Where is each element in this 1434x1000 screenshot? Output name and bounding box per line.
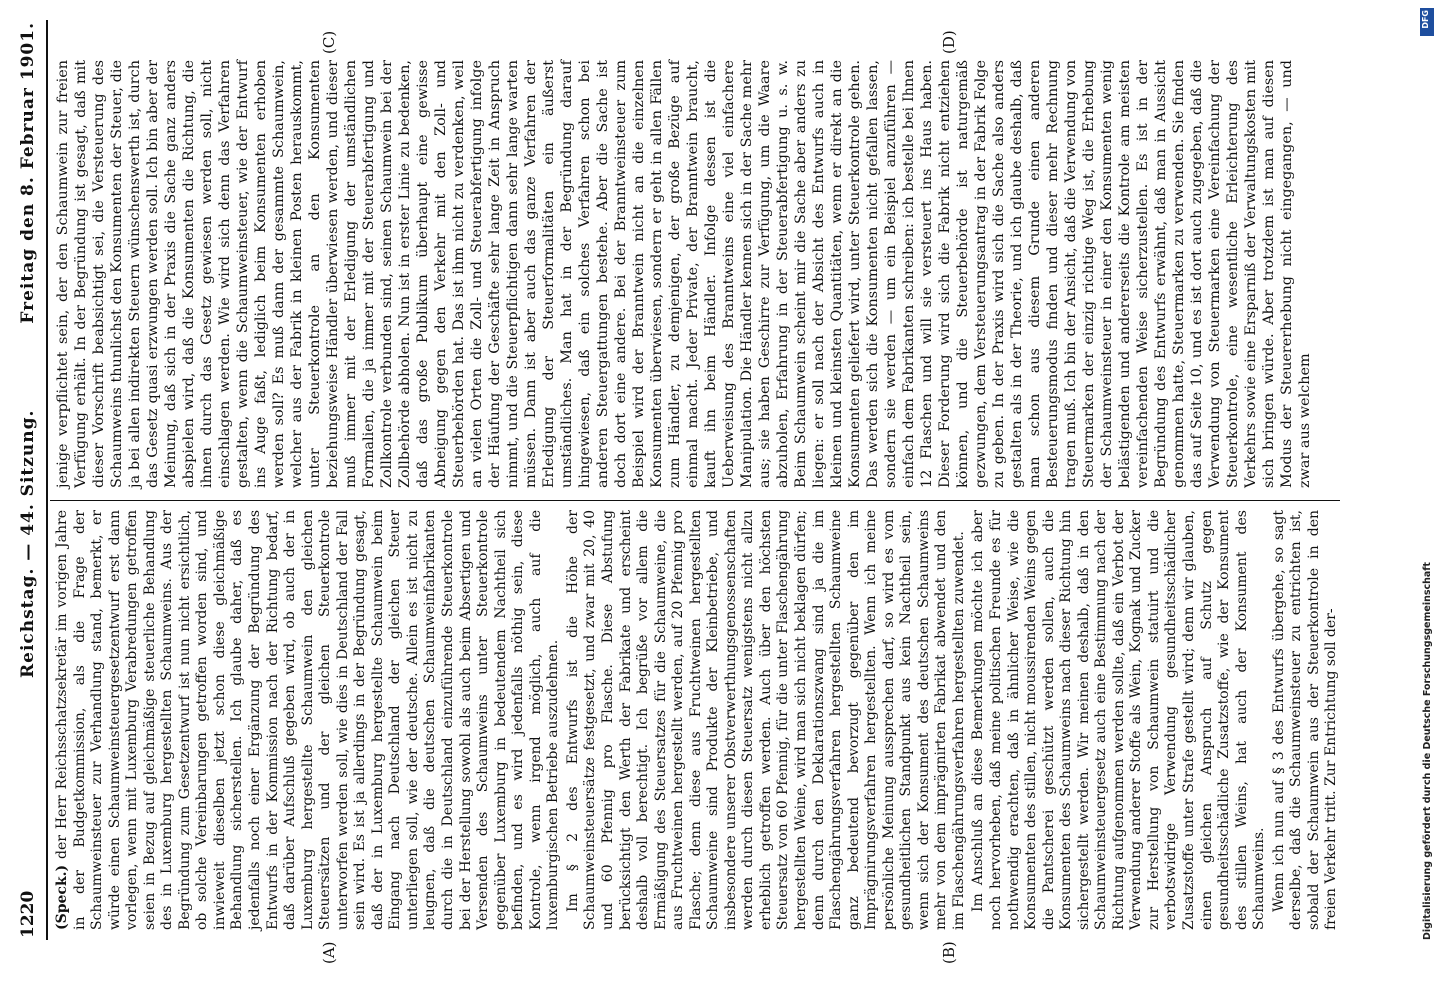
left-column bbox=[54, 510, 1341, 930]
margin-marker-d: (D) bbox=[940, 30, 958, 54]
margin-marker-c: (C) bbox=[320, 30, 338, 54]
dfg-logo bbox=[1420, 8, 1434, 36]
dfg-logo-text: DFG bbox=[1421, 10, 1430, 29]
left-paragraph-2: Im § 2 des Entwurfs ist die Höhe der Schaumweinsteuersätze festgesetzt, und zwar mit 20, 40 und 60 Pfennig pro Flasche. Diese Abstufung berücksichtigt den Werth der Fabrikate und erscheint deshalb voll berechtigt. Ich begrüße vor allem die Ermäßigung des Steuersatzes für die Schaumweine, die aus Fruchtweinen hergestellt werden, auf 20 Pfennig pro Flasche; denn diese aus Fruchtweinen hergestellten Schaumweine sind Produkte der Kleinbetriebe, und insbesondere unserer Obstverwerthungsgenossenschaften werden durch diesen Steuersatz wenigstens nicht allzu erheblich getroffen werden. Auch über den höchsten Steuersatz von 60 Pfennig, für die unter Flaschengährung hergestellten Weine, wird man sich nicht beklagen dürfen; denn durch den Deklarationszwang sind ja die im Flaschengährungsverfahren hergestellten Schaumweine ganz bedeutend bevorzugt gegenüber den im Imprägnirungsverfahren hergestellten. Wenn ich meine persönliche Meinung aussprechen darf, so wird es vom gesundheitlichen Standpunkt aus kein Nachtheil sein, wenn sich der Konsument des deutschen Schaumweins mehr von dem imprägnirten Fabrikat abwendet und den im Flaschengährungsverfahren hergestellten zuwendet. bbox=[564, 510, 967, 930]
digitization-credit-text: Digitalisierung gefördert durch die Deutsche Forschungsgemeinschaft bbox=[1422, 562, 1433, 940]
right-column bbox=[54, 60, 1314, 488]
left-paragraph-4: Wenn ich nun auf § 3 des Entwurfs übergehe, so sagt derselbe, daß die Schaumweinsteuer zu entrichten ist, sobald der Schaumwein aus der Steuerkontrole in den freien Verkehr tritt. Zur Entrichtung soll der- bbox=[1270, 510, 1340, 930]
column-divider bbox=[50, 500, 1340, 501]
margin-marker-b: (B) bbox=[940, 941, 958, 964]
session-date: Freitag den 8. Februar 1901. bbox=[18, 22, 38, 324]
left-paragraph-1 bbox=[54, 510, 563, 930]
page-header bbox=[10, 22, 44, 938]
page-number: 1220 bbox=[18, 890, 38, 938]
digitization-credit bbox=[1422, 10, 1434, 990]
session-title: Reichstag. — 44. Sitzung. bbox=[18, 409, 38, 678]
left-paragraph-1-text: der Herr Reichsschatzsekretär im vorigen Jahre in der Budgetkommission, als die Frage der Schaumweinsteuer zur Verhandlung stand, bemerkt, er würde einen Schaumweinsteuergesetzentwurf erst dann vorlegen, wenn mit Luxemburg Verabredungen getroffen seien in Bezug auf gleichmäßige steuerliche Behandlung des in Luxemburg hergestellten Schaumweins. Aus der Begründung zum Gesetzentwurf ist nun nicht ersichtlich, ob solche Vereinbarungen getroffen worden sind, und inwieweit dieselben jetzt schon diese gleichmäßige Behandlung sicherstellen. Ich glaube daher, daß es jedenfalls noch einer Ergänzung der Begründung des Entwurfs in der Kommission nach der Richtung bedarf, daß darüber Aufschluß gegeben wird, ob auch der in Luxemburg hergestellte Schaumwein den gleichen Steuersätzen und der gleichen Steuerkontrole unterworfen werden soll, wie dies in Deutschland der Fall sein wird. Es ist ja allerdings in der Begründung gesagt, daß der in Luxemburg hergestellte Schaumwein beim Eingang nach Deutschland der gleichen Steuer unterliegen soll, wie der deutsche. Allein es ist nicht zu leugnen, daß die deutschen Schaumweinfabrikanten durch die in Deutschland einzuführende Steuerkontrole bei der Herstellung sowohl als auch beim Absertigen und Versenden des Schaumweins unter Steuerkontrole gegenüber Luxemburg in bedeutendem Nachtheil sich befinden, und es wird jedenfalls nöthig sein, diese Kontrole, wenn irgend möglich, auch auf die luxemburgischen Betriebe auszudehnen. bbox=[54, 510, 562, 930]
margin-marker-a: (A) bbox=[320, 941, 338, 964]
speaker-label: (Speck.) bbox=[54, 864, 70, 930]
left-paragraph-3: Im Anschluß an diese Bemerkungen möchte ich aber noch hervorheben, daß meine politischen Freunde es für nothwendig erachten, daß in ähnlicher Weise, wie die Konsumenten des stillen, nicht moussirenden Weins gegen die Pantscherei geschützt werden sollen, auch die Konsumenten des Schaumweins nach dieser Richtung hin sichergestellt werden. Wir meinen deshalb, daß in den Schaumweinsteuergesetz auch eine Bestimmung nach der Richtung aufgenommen werden sollte, daß ein Verbot der Verwendung anderer Stoffe als Wein, Kognak und Zucker zur Herstellung von Schaumwein statuirt und die verbotswidrige Verwendung gesundheitsschädlicher Zusatzstoffe unter Strafe gestellt wird; denn wir glauben, einen gleichen Anspruch auf Schutz gegen gesundheitsschädliche Zusatzstoffe, wie der Konsument des stillen Weins, hat auch der Konsument des Schaumweins. bbox=[970, 510, 1268, 930]
right-paragraph-1: jenige verpflichtet sein, der den Schaumwein zur freien Verfügung erhält. In der Begründung ist gesagt, daß mit dieser Vorschrift beabsichtigt sei, die Versteuerung des Schaumweins thunlichst den Konsumenten der Steuer, die ja bei allen indirekten Steuern wünschenswerth ist, durch das Gesetz quasi erzwungen werden soll. Ich bin aber der Meinung, daß sich in der Praxis die Sache ganz anders abspielen wird, daß die Konsumenten die Richtung, die ihnen durch das Gesetz gewiesen werden soll, nicht einschlagen werden. Wie wird sich denn das Verfahren gestalten, wenn die Schaumweinsteuer, wie der Entwurf ins Auge faßt, lediglich beim Konsumenten erhoben werden soll? Es muß dann der gesammte Schaumwein, welcher aus der Fabrik in kleinen Posten herauskommt, unter Steuerkontrole an den Konsumenten beziehungsweise Händler überwiesen werden, und dieser muß immer mit der Erledigung der umständlichen Formalien, die ja immer mit der Steuerabfertigung und Zollkontrole verbunden sind, seinen Schaumwein bei der Zollbehörde abholen. Nun ist in erster Linie zu bedenken, daß das große Publikum überhaupt eine gewisse Abneigung gegen den Verkehr mit den Zoll- und Steuerbehörden hat. Das ist ihm nicht zu verdenken, weil an vielen Orten die Zoll- und Steuerabfertigung infolge der Häufung der Geschäfte sehr lange Zeit in Anspruch nimmt, und die Steuerpflichtigen dann sehr lange warten müssen. Dann ist aber auch das ganze Verfahren der Erledigung der Steuerformalitäten ein äußerst umständliches. Man hat in der Begründung darauf hingewiesen, daß ein solches Verfahren schon bei anderen Steuergattungen bestehe. Aber die Sache ist doch dort eine andere. Bei der Branntweinsteuer zum Beispiel wird der Branntwein nicht an die einzelnen Konsumenten überwiesen, sondern er geht in allen Fällen zum Händler, zu demjenigen, der große Bezüge auf einmal macht. Jeder Private, der Branntwein braucht, kauft ihn beim Händler. Infolge dessen ist die Ueberweisung des Branntweins eine viel einfachere Manipulation. Die Händler kennen sich in der Sache mehr aus; sie haben Geschirre zur Verfügung, um die Waare abzuholen, Erfahrung in der Steuerabfertigung u. s. w. Beim Schaumwein scheint mir die Sache aber anders zu liegen: er soll nach der Absicht des Entwurfs auch in kleinen und kleinsten Quantitäten, wenn er direkt an die Konsumenten geliefert wird, unter Steuerkontrole gehen. Das werden sich die Konsumenten nicht gefallen lassen, sondern sie werden — um ein Beispiel anzuführen — einfach dem Fabrikanten schreiben: ich bestelle bei Ihnen 12 Flaschen und will sie versteuert ins Haus haben. Dieser Forderung wird sich die Fabrik nicht entziehen können, und die Steuerbehörde ist naturgemäß gezwungen, dem Versteuerungsantrag in der Fabrik Folge zu geben. In der Praxis wird sich die Sache also anders gestalten als in der Theorie, und ich glaube deshalb, daß man schon aus diesem Grunde einen anderen Besteuerungsmodus finden und dieser mehr Rechnung tragen muß. Ich bin der Ansicht, daß die Verwendung von Steuermarken der einzig richtige Weg ist, die Erhebung der Schaumweinsteuer in einer den Konsumenten wenig belästigenden und andererseits die Kontrole am meisten vereinfachenden Weise sicherzustellen. Es ist in der Begründung des Entwurfs erwähnt, daß man in Aussicht genommen hatte, Steuermarken zu verwenden. Sie finden das auf Seite 10, und es ist dort auch zugegeben, daß die Verwendung von Steuermarken eine Vereinfachung der Steuerkontrole, eine wesentliche Erleichterung des Verkehrs sowie eine Ersparniß der Verwaltungskosten mit sich bringen würde. Aber trotzdem ist man auf diesen Modus der Steuererhebung nicht eingegangen, — und zwar aus welchem bbox=[55, 60, 1313, 488]
header-rule bbox=[46, 20, 48, 940]
